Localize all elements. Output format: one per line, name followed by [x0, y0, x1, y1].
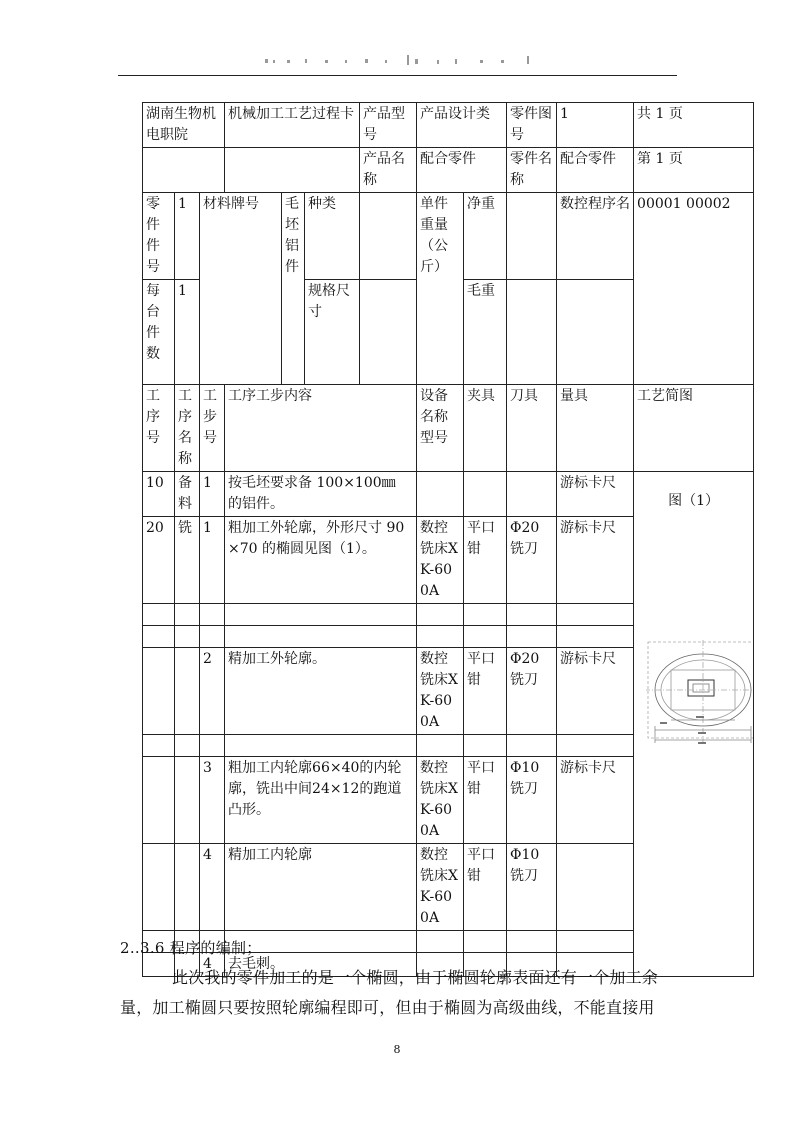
part-no-label: 零件件号 [143, 193, 175, 280]
op-name [175, 648, 200, 735]
tool [507, 472, 557, 517]
col-step-no: 工步号 [200, 385, 225, 472]
nc-program-values: 00001 00002 [634, 193, 754, 385]
mating-part-label: 配合零件 [417, 148, 507, 193]
blank-cell [360, 193, 417, 280]
gauge [557, 735, 634, 757]
op-name [175, 735, 200, 757]
col-op-name: 工序名称 [175, 385, 200, 472]
col-equipment: 设备名称型号 [417, 385, 464, 472]
op-no [143, 604, 175, 626]
page-no: 第 1 页 [634, 148, 754, 193]
card-header-row-1 [143, 103, 754, 148]
card-header-row-2 [143, 148, 754, 193]
blank-cell [225, 148, 360, 193]
card-title: 机械加工工艺过程卡 [225, 103, 360, 148]
gauge: 游标卡尺 [557, 648, 634, 735]
tool: Φ10铣刀 [507, 844, 557, 931]
op-no [143, 844, 175, 931]
op-no: 20 [143, 517, 175, 604]
fixture: 平口钳 [464, 648, 507, 735]
blank-cell [557, 280, 634, 385]
col-gauge: 量具 [557, 385, 634, 472]
part-drawing-no-value: 1 [557, 103, 634, 148]
product-model-label: 产品型号 [360, 103, 417, 148]
nc-program-label: 数控程序名 [557, 193, 634, 280]
tool [507, 626, 557, 648]
unit-weight-label: 单件重量（公斤） [417, 193, 464, 385]
col-tool: 刀具 [507, 385, 557, 472]
blank-cell [143, 148, 225, 193]
tool [507, 604, 557, 626]
op-content: 去毛刺。 [225, 953, 417, 977]
spec-size-label: 规格尺寸 [305, 280, 360, 385]
equipment [417, 604, 464, 626]
per-unit-count-label: 每台件数 [143, 280, 175, 385]
op-content: 精加工外轮廓。 [225, 648, 417, 735]
op-name [175, 844, 200, 931]
fixture [464, 626, 507, 648]
figure-label: 图（1） [668, 493, 719, 509]
process-card-table [142, 102, 754, 977]
elliptical-part-sketch [646, 640, 754, 750]
step-no: 2 [200, 648, 225, 735]
step-no: 4 [200, 844, 225, 931]
equipment: 数控铣床XK-600A [417, 844, 464, 931]
blank-label: 毛坯铝件 [282, 193, 305, 385]
step-no [200, 604, 225, 626]
op-no [143, 626, 175, 648]
op-no: 10 [143, 472, 175, 517]
op-content: 粗加工外轮廓，外形尺寸 90×70 的椭圆见图（1）。 [225, 517, 417, 604]
tool [507, 735, 557, 757]
equipment: 数控铣床XK-600A [417, 648, 464, 735]
body-paragraph-line-1: 此次我的零件加工的是一个椭圆，由于椭圆轮廓表面还有一个加工余 [172, 968, 659, 987]
step-no: 3 [200, 757, 225, 844]
gross-weight-label: 毛重 [464, 280, 507, 385]
gauge [557, 626, 634, 648]
header-rule [118, 75, 677, 76]
equipment [417, 735, 464, 757]
step-no: 1 [200, 472, 225, 517]
gauge: 游标卡尺 [557, 757, 634, 844]
part-no-value: 1 [175, 193, 200, 280]
op-content [225, 735, 417, 757]
header-faint-text [265, 53, 535, 67]
column-header-row [143, 385, 754, 472]
tool: Φ10铣刀 [507, 757, 557, 844]
equipment [417, 626, 464, 648]
blank-cell [507, 280, 557, 385]
process-sketch-cell [634, 472, 754, 977]
op-no [143, 735, 175, 757]
equipment [417, 472, 464, 517]
fixture [464, 931, 507, 953]
col-fixture: 夹具 [464, 385, 507, 472]
op-content: 精加工内轮廓 [225, 844, 417, 931]
op-no [143, 757, 175, 844]
op-content: 粗加工内轮廓66×40的内轮廓，铣出中间24×12的跑道凸形。 [225, 757, 417, 844]
step-no: 4 [200, 953, 225, 977]
op-content: 按毛坯要求备 100×100㎜ 的铝件。 [225, 472, 417, 517]
equipment: 数控铣床XK-600A [417, 517, 464, 604]
total-pages: 共 1 页 [634, 103, 754, 148]
step-no [200, 626, 225, 648]
material-row-1 [143, 193, 754, 280]
per-unit-count-value: 1 [175, 280, 200, 385]
fixture: 平口钳 [464, 757, 507, 844]
section-heading: 2..3.6 程序的编制； [120, 939, 262, 957]
tool: Φ20铣刀 [507, 648, 557, 735]
step-no: 1 [200, 517, 225, 604]
blank-cell [507, 193, 557, 280]
table-row [143, 472, 754, 517]
part-name-value: 配合零件 [557, 148, 634, 193]
product-design-label: 产品设计类 [417, 103, 507, 148]
part-name-label: 零件名称 [507, 148, 557, 193]
gauge: 游标卡尺 [557, 472, 634, 517]
col-op-no: 工序号 [143, 385, 175, 472]
op-name [175, 604, 200, 626]
col-content: 工序工步内容 [225, 385, 417, 472]
gauge [557, 604, 634, 626]
op-no [143, 648, 175, 735]
op-content [225, 604, 417, 626]
fixture: 平口钳 [464, 844, 507, 931]
fixture: 平口钳 [464, 517, 507, 604]
fixture [464, 735, 507, 757]
net-weight-label: 净重 [464, 193, 507, 280]
op-name [175, 757, 200, 844]
product-name-label: 产品名称 [360, 148, 417, 193]
page-number: 8 [393, 1043, 401, 1056]
equipment [417, 931, 464, 953]
op-name [175, 626, 200, 648]
gauge [557, 844, 634, 931]
gauge: 游标卡尺 [557, 517, 634, 604]
step-no [200, 735, 225, 757]
part-drawing-no-label: 零件图号 [507, 103, 557, 148]
op-name: 备料 [175, 472, 200, 517]
tool [507, 931, 557, 953]
running-header [265, 52, 535, 66]
gauge [557, 931, 634, 953]
body-paragraph-line-2: 量，加工椭圆只要按照轮廓编程即可，但由于椭圆为高级曲线，不能直接用 [120, 998, 655, 1017]
blank-cell [360, 280, 417, 385]
op-name: 铣 [175, 517, 200, 604]
fixture [464, 604, 507, 626]
kind-label: 种类 [305, 193, 360, 280]
op-content [225, 626, 417, 648]
fixture [464, 472, 507, 517]
material-grade-label: 材料牌号 [200, 193, 282, 385]
col-sketch: 工艺简图 [634, 385, 754, 472]
school-name: 湖南生物机电职院 [143, 103, 225, 148]
equipment: 数控铣床XK-600A [417, 757, 464, 844]
tool: Φ20铣刀 [507, 517, 557, 604]
